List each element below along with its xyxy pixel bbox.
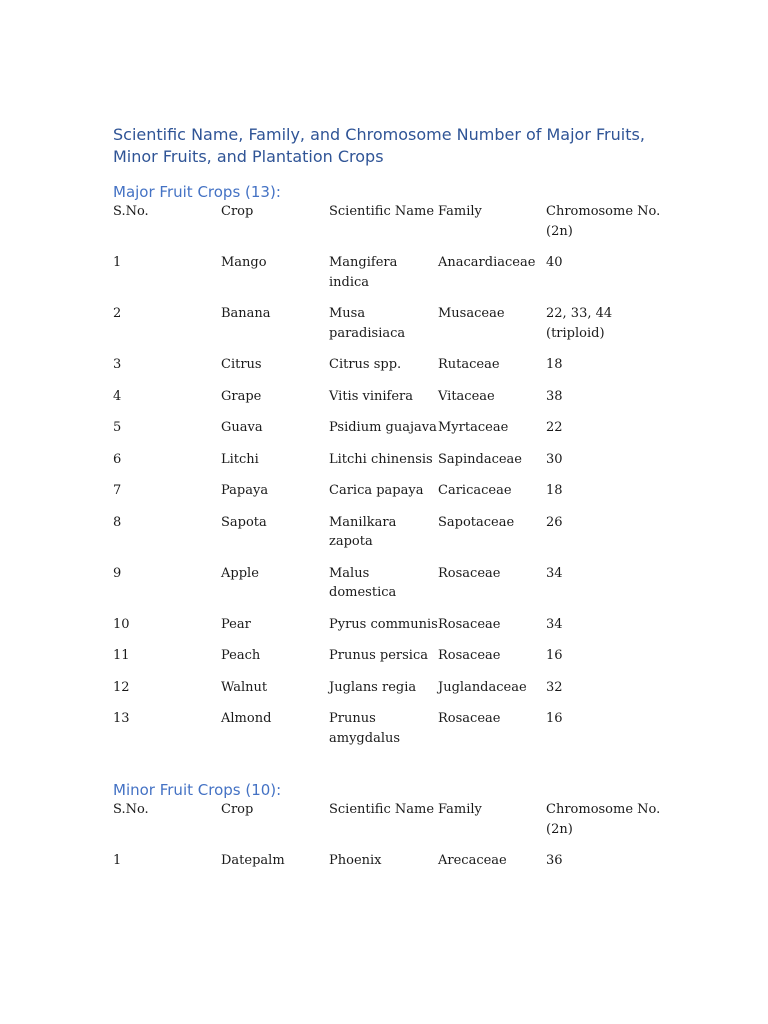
- table-row: [113, 481, 673, 513]
- table-row: [113, 646, 673, 678]
- cell-scientific-name: Pyrus communis: [329, 616, 438, 632]
- cell-family: Anacardiaceae: [438, 255, 536, 270]
- cell-chromosome: 22: [546, 420, 563, 435]
- cell-crop: Guava: [221, 420, 263, 435]
- table-row: [113, 253, 673, 304]
- cell-scientific-name: Psidium guajava: [329, 420, 437, 435]
- cell-family: Arecaceae: [438, 853, 507, 868]
- cell-scientific-name: Mangifera indica: [329, 255, 398, 290]
- cell-scientific-name: Prunus amygdalus: [329, 711, 401, 746]
- cell-family: Rutaceae: [438, 357, 500, 372]
- cell-scientific-name: Juglans regia: [329, 679, 417, 695]
- cell-scientific-name: Vitis vinifera: [329, 388, 414, 404]
- header-family: Family: [438, 204, 482, 219]
- cell-family: Juglandaceae: [438, 679, 527, 695]
- header-chromosome: Chromosome No. (2n): [546, 204, 661, 239]
- cell-chromosome: 36: [546, 853, 563, 868]
- cell-crop: Citrus: [221, 357, 262, 372]
- cell-crop: Pear: [221, 616, 251, 632]
- cell-chromosome: 18: [546, 483, 563, 498]
- header-chromosome: Chromosome No. (2n): [546, 802, 661, 837]
- cell-crop: Litchi: [221, 451, 259, 467]
- cell-scientific-name: Litchi chinensis: [329, 451, 433, 467]
- cell-chromosome: 34: [546, 616, 563, 632]
- cell-family: Sapindaceae: [438, 451, 522, 467]
- header-sno: S.No.: [113, 204, 149, 219]
- cell-sno: 12: [113, 679, 130, 695]
- cell-scientific-name: Citrus spp.: [329, 357, 402, 372]
- table-header-row: [113, 800, 673, 851]
- cell-crop: Papaya: [221, 483, 269, 498]
- table-row: [113, 418, 673, 450]
- cell-crop: Banana: [221, 306, 271, 321]
- cell-family: Rosaceae: [438, 711, 501, 726]
- document-page: [113, 124, 673, 883]
- cell-family: Rosaceae: [438, 565, 501, 581]
- cell-crop: Almond: [221, 711, 272, 726]
- table-row: [113, 304, 673, 355]
- cell-crop: Sapota: [221, 514, 267, 530]
- cell-sno: 1: [113, 255, 122, 270]
- cell-crop: Peach: [221, 648, 261, 663]
- cell-crop: Apple: [221, 565, 259, 581]
- cell-scientific-name: Manilkara zapota: [329, 514, 397, 549]
- cell-family: Caricaceae: [438, 483, 512, 498]
- header-scientific-name: Scientific Name: [329, 802, 435, 817]
- cell-sno: 9: [113, 565, 122, 581]
- table-header-row: [113, 202, 673, 253]
- table-row: [113, 564, 673, 615]
- cell-sno: 8: [113, 514, 122, 530]
- cell-sno: 5: [113, 420, 122, 435]
- table-row: [113, 615, 673, 647]
- major-fruit-crops-heading: Major Fruit Crops (13):: [113, 183, 281, 201]
- cell-sno: 3: [113, 357, 122, 372]
- cell-sno: 6: [113, 451, 122, 467]
- minor-fruit-crops-heading: Minor Fruit Crops (10):: [113, 781, 282, 799]
- cell-sno: 13: [113, 711, 130, 726]
- cell-sno: 10: [113, 616, 130, 632]
- header-crop: Crop: [221, 204, 254, 219]
- cell-sno: 7: [113, 483, 122, 498]
- cell-crop: Datepalm: [221, 853, 285, 868]
- cell-scientific-name: Malus domestica: [329, 565, 397, 600]
- cell-scientific-name: Carica papaya: [329, 483, 424, 498]
- cell-chromosome: 22, 33, 44 (triploid): [546, 306, 613, 341]
- cell-family: Myrtaceae: [438, 420, 509, 435]
- cell-crop: Mango: [221, 255, 267, 270]
- cell-chromosome: 16: [546, 711, 563, 726]
- cell-crop: Grape: [221, 388, 262, 404]
- table-row: [113, 387, 673, 419]
- cell-family: Sapotaceae: [438, 514, 515, 530]
- cell-scientific-name: Musa paradisiaca: [329, 306, 406, 341]
- header-scientific-name: Scientific Name: [329, 204, 435, 219]
- table-row: [113, 513, 673, 564]
- cell-sno: 2: [113, 306, 122, 321]
- table-row: [113, 678, 673, 710]
- cell-family: Vitaceae: [438, 388, 495, 404]
- cell-crop: Walnut: [221, 679, 268, 695]
- cell-chromosome: 38: [546, 388, 563, 404]
- minor-fruit-crops-table: [113, 800, 673, 883]
- cell-family: Rosaceae: [438, 616, 501, 632]
- table-row: [113, 355, 673, 387]
- header-sno: S.No.: [113, 802, 149, 817]
- table-row: [113, 851, 673, 883]
- cell-sno: 4: [113, 388, 122, 404]
- table-row: [113, 450, 673, 482]
- cell-scientific-name: Prunus persica: [329, 648, 428, 663]
- cell-chromosome: 30: [546, 451, 563, 467]
- cell-sno: 11: [113, 648, 130, 663]
- cell-scientific-name: Phoenix: [329, 853, 382, 868]
- cell-chromosome: 40: [546, 255, 563, 270]
- cell-sno: 1: [113, 853, 122, 868]
- table-row: [113, 709, 673, 760]
- major-fruit-crops-table: [113, 202, 673, 760]
- cell-chromosome: 26: [546, 514, 563, 530]
- header-family: Family: [438, 802, 482, 817]
- cell-chromosome: 32: [546, 679, 563, 695]
- cell-chromosome: 16: [546, 648, 563, 663]
- cell-chromosome: 18: [546, 357, 563, 372]
- cell-chromosome: 34: [546, 565, 563, 581]
- cell-family: Musaceae: [438, 306, 505, 321]
- document-title: Scientific Name, Family, and Chromosome Number of Major Fruits, Minor Fruits, and Plantation Crops: [113, 125, 645, 166]
- header-crop: Crop: [221, 802, 254, 817]
- cell-family: Rosaceae: [438, 648, 501, 663]
